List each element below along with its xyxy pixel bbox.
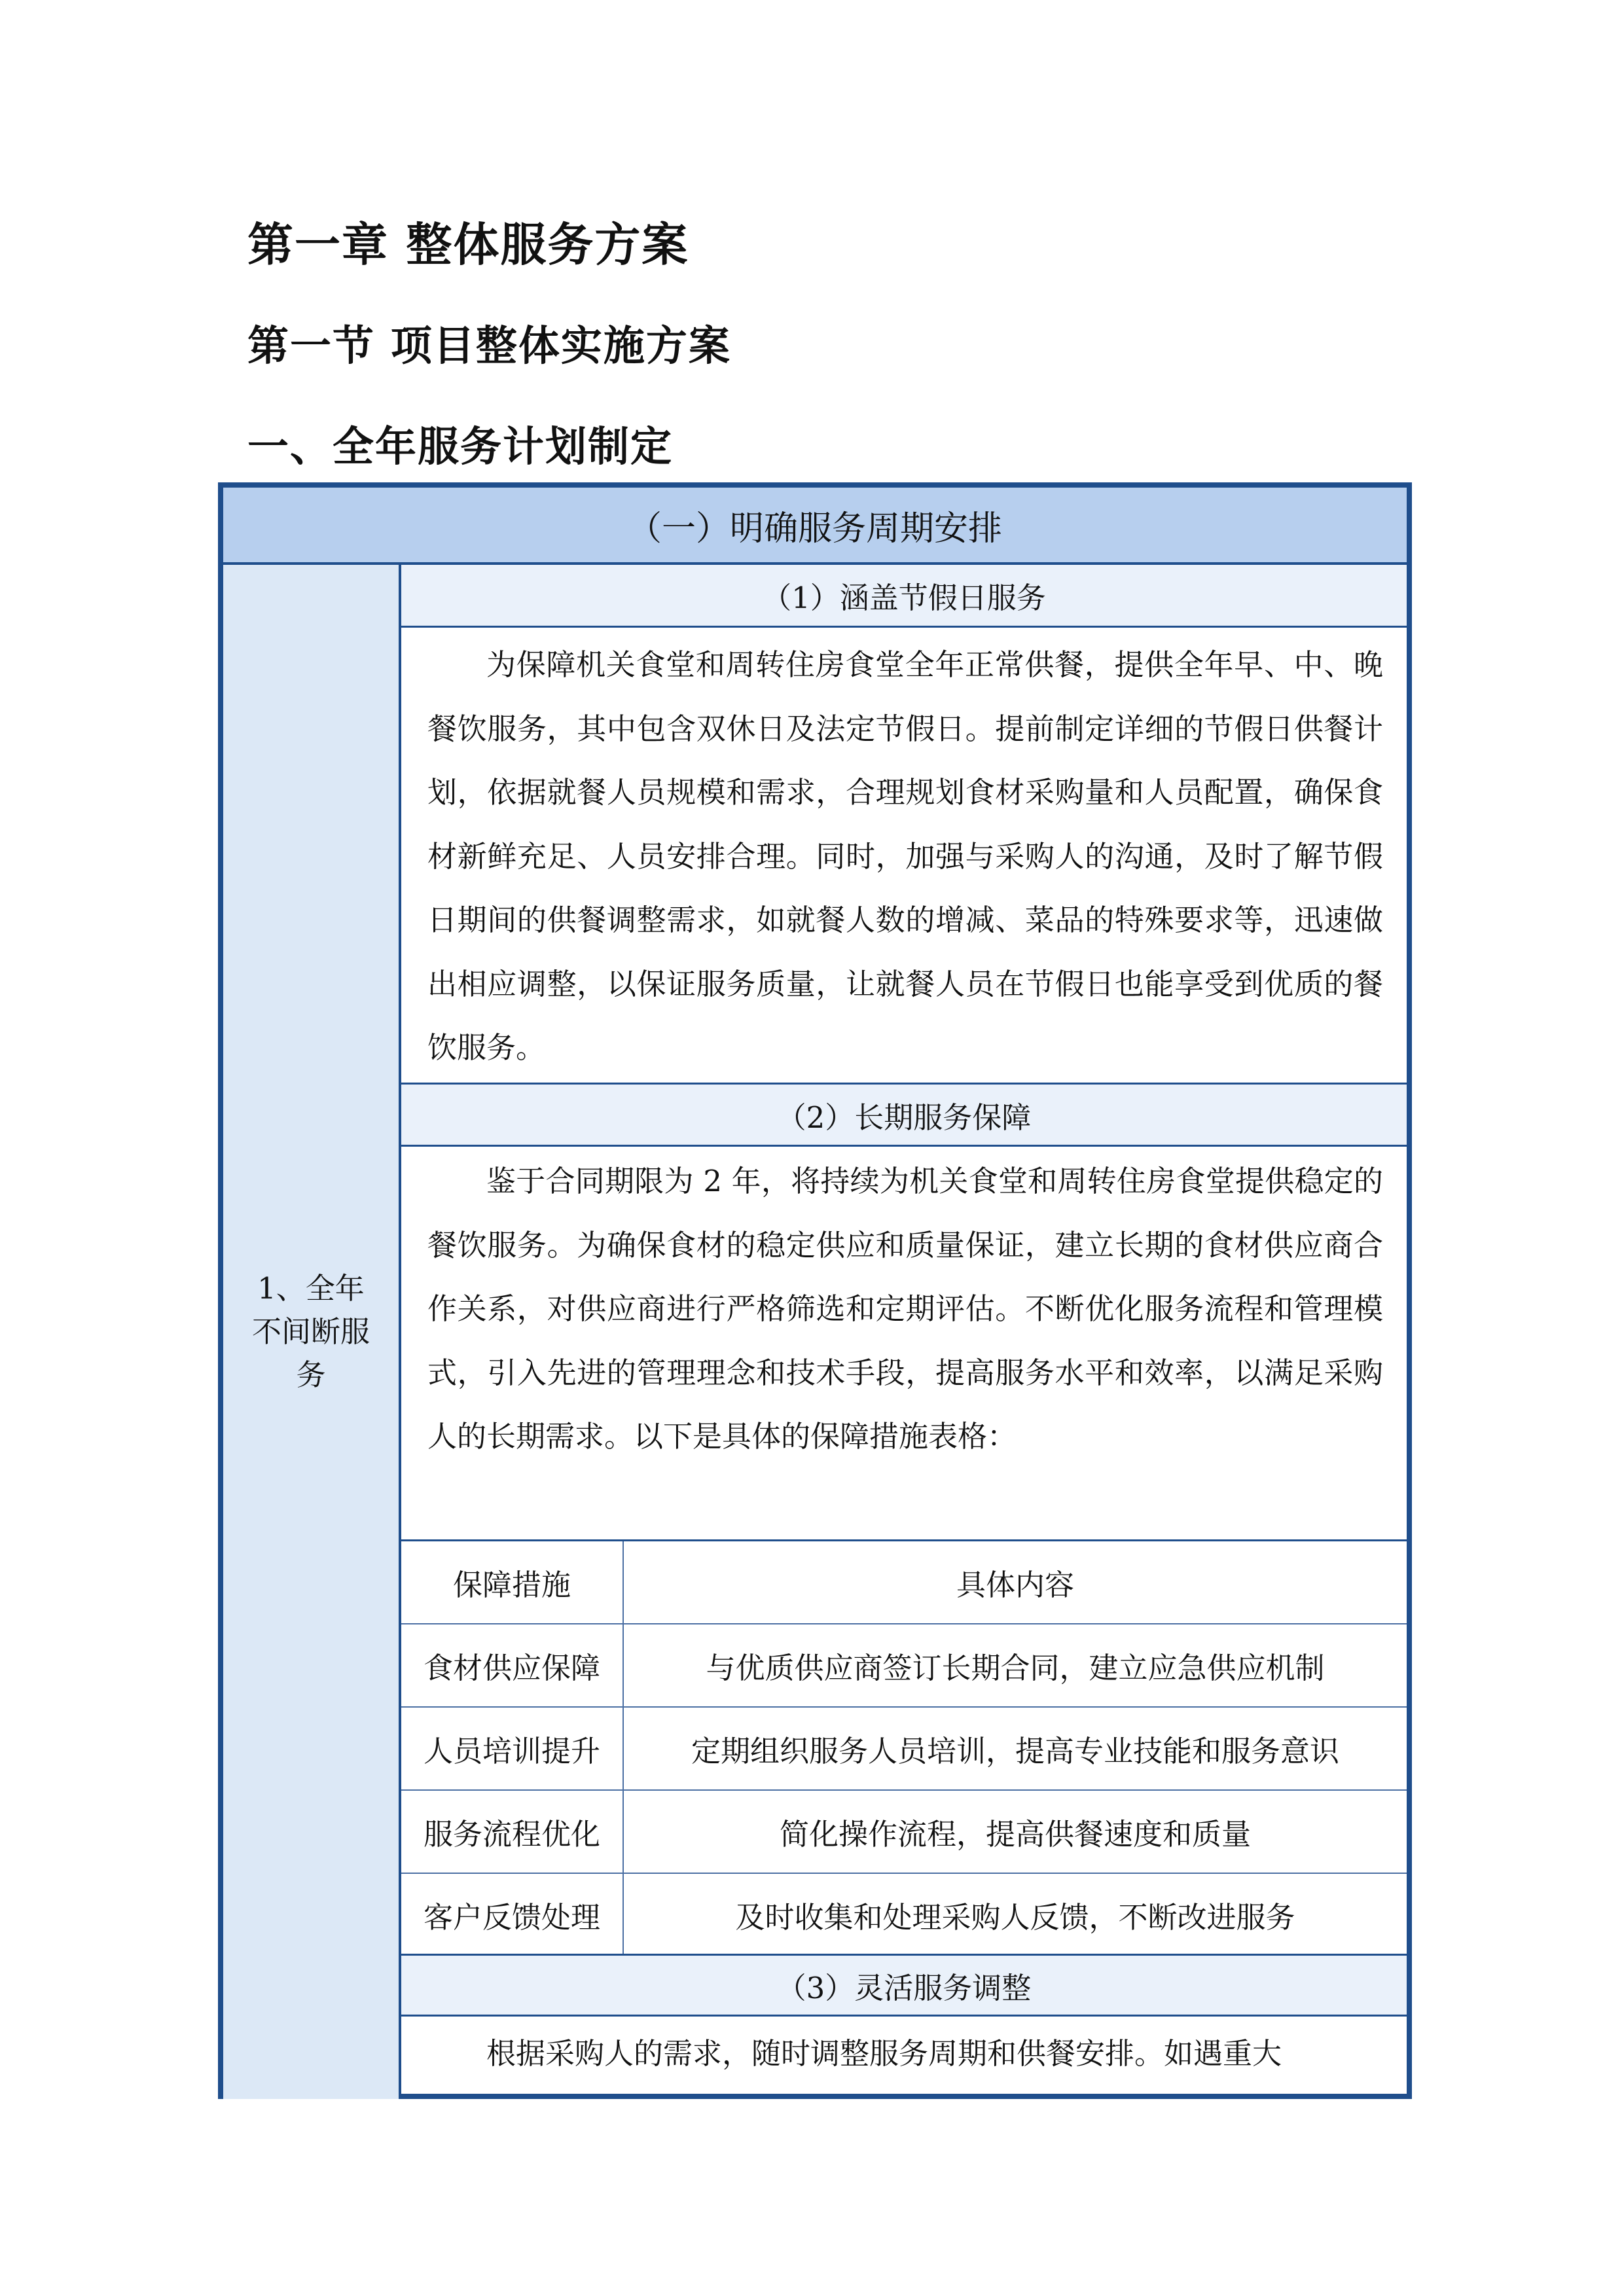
measure-name: 人员培训提升 <box>401 1707 623 1790</box>
left-category-label: 1、全年不间断服务 <box>251 1271 370 1392</box>
table-header: （一）明确服务周期安排 <box>223 488 1407 565</box>
measures-col2-header: 具体内容 <box>623 1541 1407 1624</box>
block-text-flexible: 根据采购人的需求，随时调整服务周期和供餐安排。如遇重大 <box>486 2036 1282 2071</box>
measure-name: 服务流程优化 <box>401 1790 623 1873</box>
section-title: 第一节 项目整体实施方案 <box>247 322 731 370</box>
block-title-longterm: （2）长期服务保障 <box>401 1083 1407 1147</box>
block-title-holiday: （1）涵盖节假日服务 <box>401 565 1407 628</box>
measure-content: 简化操作流程，提高供餐速度和质量 <box>623 1790 1407 1873</box>
service-table <box>218 482 1412 2099</box>
table-row <box>401 1873 1407 1956</box>
table-row <box>401 1624 1407 1707</box>
table-row <box>401 1541 1407 1624</box>
subsection-title: 一、全年服务计划制定 <box>247 423 673 471</box>
chapter-title: 第一章 整体服务方案 <box>247 218 689 272</box>
measures-table <box>401 1539 1407 1957</box>
block-title-flexible: （3）灵活服务调整 <box>401 1954 1407 2017</box>
block-text-longterm: 鉴于合同期限为 2 年，将持续为机关食堂和周转住房食堂提供稳定的餐饮服务。为确保食材的稳定供应和质量保证，建立长期的食材供应商合作关系，对供应商进行严格筛选和定期评估。不断优化服务流程和管理模式，引入先进的管理理念和技术手段，提高服务水平和效率，以满足采购人的长期需求。以下是具体的保障措施表格： <box>427 1164 1383 1454</box>
measure-content: 定期组织服务人员培训，提高专业技能和服务意识 <box>623 1707 1407 1790</box>
measure-content: 及时收集和处理采购人反馈，不断改进服务 <box>623 1873 1407 1956</box>
measures-col1-header: 保障措施 <box>401 1541 623 1624</box>
table-row <box>401 1707 1407 1790</box>
measure-name: 客户反馈处理 <box>401 1873 623 1956</box>
measure-name: 食材供应保障 <box>401 1624 623 1707</box>
measure-content: 与优质供应商签订长期合同，建立应急供应机制 <box>623 1624 1407 1707</box>
table-row <box>401 1790 1407 1873</box>
left-category-cell <box>223 565 401 2099</box>
block-text-holiday: 为保障机关食堂和周转住房食堂全年正常供餐，提供全年早、中、晚餐饮服务，其中包含双休日及法定节假日。提前制定详细的节假日供餐计划，依据就餐人员规模和需求，合理规划食材采购量和人员配置，确保食材新鲜充足、人员安排合理。同时，加强与采购人的沟通，及时了解节假日期间的供餐调整需求，如就餐人数的增减、菜品的特殊要求等，迅速做出相应调整，以保证服务质量，让就餐人员在节假日也能享受到优质的餐饮服务。 <box>427 647 1383 1065</box>
